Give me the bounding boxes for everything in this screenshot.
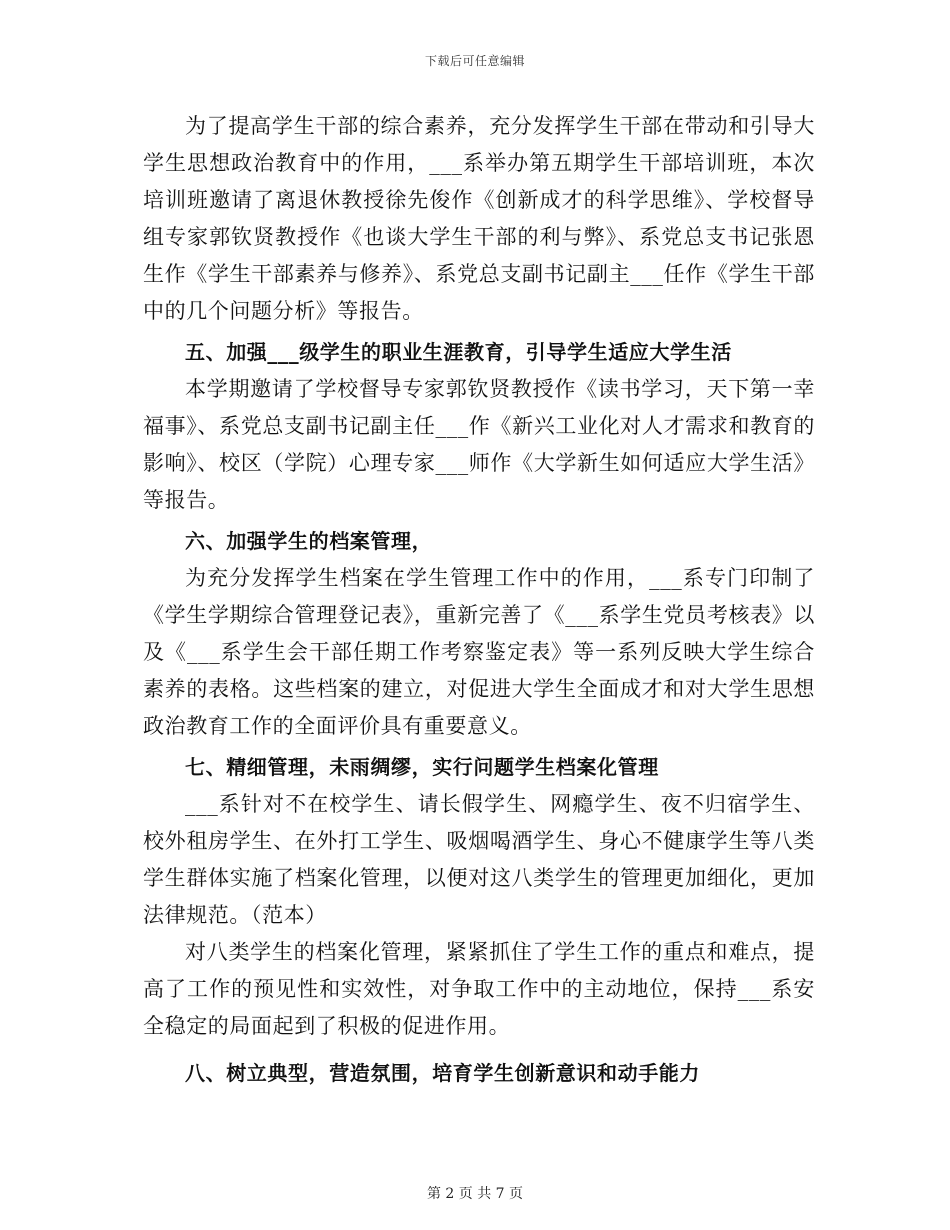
section-heading-7: 七、精细管理，未雨绸缪，实行问题学生档案化管理 (185, 755, 659, 779)
document-body (143, 108, 815, 1092)
paragraph-cadre-training: 为了提高学生干部的综合素养，充分发挥学生干部在带动和引导大学生思想政治教育中的作用，___系举办第五期学生干部培训班，本次培训班邀请了离退休教授徐先俊作《创新成才的科学思维》、学校督导组专家郭钦贤教授作《也谈大学生干部的利与弊》、系党总支书记张恩生作《学生干部素养与修养》、系党总支副书记副主___任作《学生干部中的几个问题分析》等报告。 (143, 114, 815, 323)
page-header-note: 下载后可任意编辑 (424, 54, 525, 68)
paragraph-archive-effect: 对八类学生的档案化管理，紧紧抓住了学生工作的重点和难点，提高了工作的预见性和实效性，对争取工作中的主动地位，保持___系安全稳定的局面起到了积极的促进作用。 (143, 940, 815, 1038)
section-heading-8: 八、树立典型，营造氛围，培育学生创新意识和动手能力 (185, 1061, 700, 1085)
page-footer-number: 第 2 页 共 7 页 (426, 1186, 524, 1202)
section-heading-5: 五、加强___级学生的职业生涯教育，引导学生适应大学生活 (185, 340, 732, 364)
paragraph-problem-students: ___系针对不在校学生、请长假学生、网瘾学生、夜不归宿学生、校外租房学生、在外打工学生、吸烟喝酒学生、身心不健康学生等八类学生群体实施了档案化管理，以便对这八类学生的管理更加细化，更加法律规范。（范本） (143, 792, 815, 927)
paragraph-archive-management: 为充分发挥学生档案在学生管理工作中的作用，___系专门印制了《学生学期综合管理登记表》，重新完善了《___系学生党员考核表》以及《___系学生会干部任期工作考察鉴定表》等一系列反映大学生综合素养的表格。这些档案的建立，对促进大学生全面成才和对大学生思想政治教育工作的全面评价具有重要意义。 (143, 566, 815, 738)
paragraph-career-education: 本学期邀请了学校督导专家郭钦贤教授作《读书学习，天下第一幸福事》、系党总支副书记副主任___作《新兴工业化对人才需求和教育的影响》、校区（学院）心理专家___师作《大学新生如何适应大学生活》等报告。 (143, 377, 815, 512)
section-heading-6: 六、加强学生的档案管理， (185, 529, 433, 553)
